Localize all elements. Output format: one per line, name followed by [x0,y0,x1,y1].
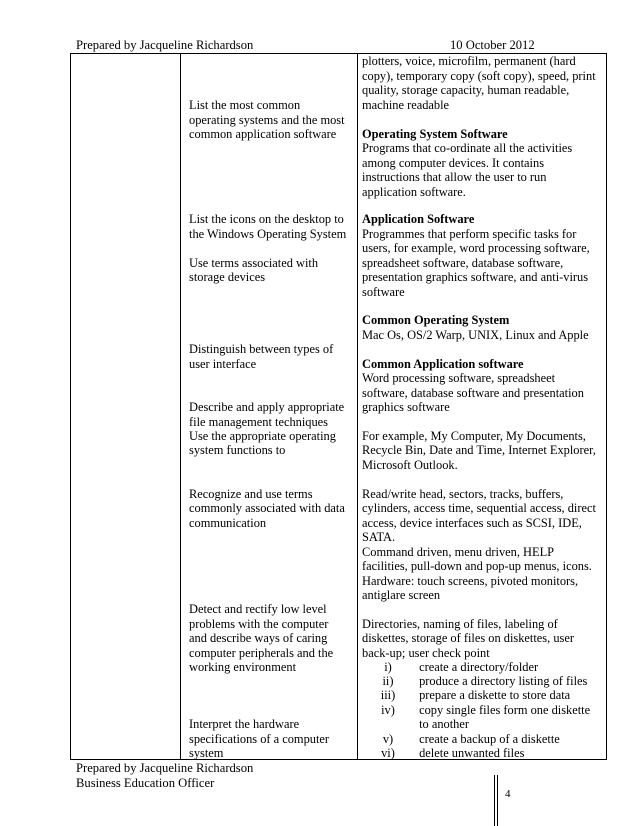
content-line: back-up; user check point [362,646,490,660]
list-item-text: delete unwanted files [419,746,525,760]
page-number: 4 [505,788,511,800]
list-item-number: iii) [380,688,396,702]
content-line: Read/write head, sectors, tracks, buffers, [362,487,564,501]
list-item-text: copy single files form one diskette [419,703,591,717]
objective-line: system [189,746,224,760]
objective-line: commonly associated with data [189,501,345,515]
content-line: Directories, naming of files, labeling of [362,617,558,631]
content-line: plotters, voice, microfilm, permanent (hard [362,54,576,68]
list-item-text: produce a directory listing of files [419,674,588,688]
objective-line: Recognize and use terms [189,487,313,501]
table-bottom-border [70,759,607,760]
content-line: SATA. [362,530,396,544]
objective-line: Use terms associated with [189,256,319,270]
content-line: access, device interfaces such as SCSI, IDE, [362,516,582,530]
objective-line: operating systems and the most [189,113,345,127]
objective-line: the Windows Operating System [189,227,347,241]
heading-common-operating-system: Common Operating System [362,313,510,327]
objective-line: specifications of a computer [189,732,330,746]
list-item [370,703,590,718]
objective-line: file management techniques [189,415,328,429]
objective-line: system functions to [189,443,286,457]
footer-author: Prepared by Jacqueline Richardson [76,761,254,775]
content-line: machine readable [362,98,450,112]
table-column-divider-2 [357,53,358,759]
list-item-text: prepare a diskette to store data [419,688,571,702]
heading-application-software: Application Software [362,212,475,226]
objective-line: Use the appropriate operating [189,429,336,443]
list-item-text: to another [419,717,469,731]
content-line: cylinders, access time, sequential access, direct [362,501,596,515]
content-line: spreadsheet software, database software, [362,256,564,270]
content-line: users, for example, word processing software, [362,241,590,255]
content-line: Microsoft Outlook. [362,458,458,472]
list-item-number: iv) [381,703,395,717]
content-line: software, database software and presentation [362,386,584,400]
content-line: Programmes that perform specific tasks for [362,227,577,241]
content-line: graphics software [362,400,450,414]
page-number-rule [494,775,495,826]
list-item-number: ii) [382,674,394,688]
objective-line: computer peripherals and the [189,646,334,660]
heading-operating-system-software: Operating System Software [362,127,508,141]
content-line: among computer devices. It contains [362,156,545,170]
list-item [370,732,560,747]
objective-line: Detect and rectify low level [189,602,327,616]
objective-line: List the icons on the desktop to [189,212,344,226]
header-date: 10 October 2012 [450,38,535,52]
objective-line: common application software [189,127,337,141]
objective-line: user interface [189,357,257,371]
table-right-border [606,53,607,759]
page-number-rule [497,775,498,826]
objective-line: storage devices [189,270,266,284]
header-author: Prepared by Jacqueline Richardson [76,38,254,52]
table-left-border [70,53,71,759]
heading-common-application-software: Common Application software [362,357,524,371]
objective-line: Interpret the hardware [189,717,300,731]
content-line: Word processing software, spreadsheet [362,371,556,385]
list-item-number: vi) [381,746,395,760]
objective-line: List the most common [189,98,301,112]
list-item [370,660,538,675]
content-line: facilities, pull-down and pop-up menus, icons. [362,559,592,573]
table-column-divider-1 [180,53,181,759]
list-item [370,674,587,689]
content-line: Recycle Bin, Date and Time, Internet Explorer, [362,443,596,457]
content-line: application software. [362,185,466,199]
objective-line: Describe and apply appropriate [189,400,345,414]
content-line: antiglare screen [362,588,441,602]
content-line: Command driven, menu driven, HELP [362,545,555,559]
content-line: copy), temporary copy (soft copy), speed, print [362,69,596,83]
objective-line: problems with the computer [189,617,329,631]
objective-line: Distinguish between types of [189,342,334,356]
list-item-number: i) [384,660,392,674]
list-item-number: v) [382,732,394,746]
content-line: quality, storage capacity, human readable, [362,83,570,97]
content-line: software [362,285,405,299]
content-line: For example, My Computer, My Documents, [362,429,586,443]
content-common-os: Mac Os, OS/2 Warp, UNIX, Linux and Apple [362,328,589,342]
content-line: instructions that allow the user to run [362,170,547,184]
objective-line: and describe ways of caring [189,631,328,645]
list-item-text: create a directory/folder [419,660,539,674]
list-item [370,688,570,703]
list-item [370,717,469,732]
list-item-text: create a backup of a diskette [419,732,560,746]
content-line: Programs that co-ordinate all the activities [362,141,573,155]
content-line: Hardware: touch screens, pivoted monitors, [362,574,579,588]
content-line: presentation graphics software, and anti-virus [362,270,589,284]
footer-title: Business Education Officer [76,776,215,790]
content-line: diskettes, storage of files on diskettes, user [362,631,574,645]
objective-line: communication [189,516,267,530]
objective-line: working environment [189,660,297,674]
list-item [370,746,524,761]
